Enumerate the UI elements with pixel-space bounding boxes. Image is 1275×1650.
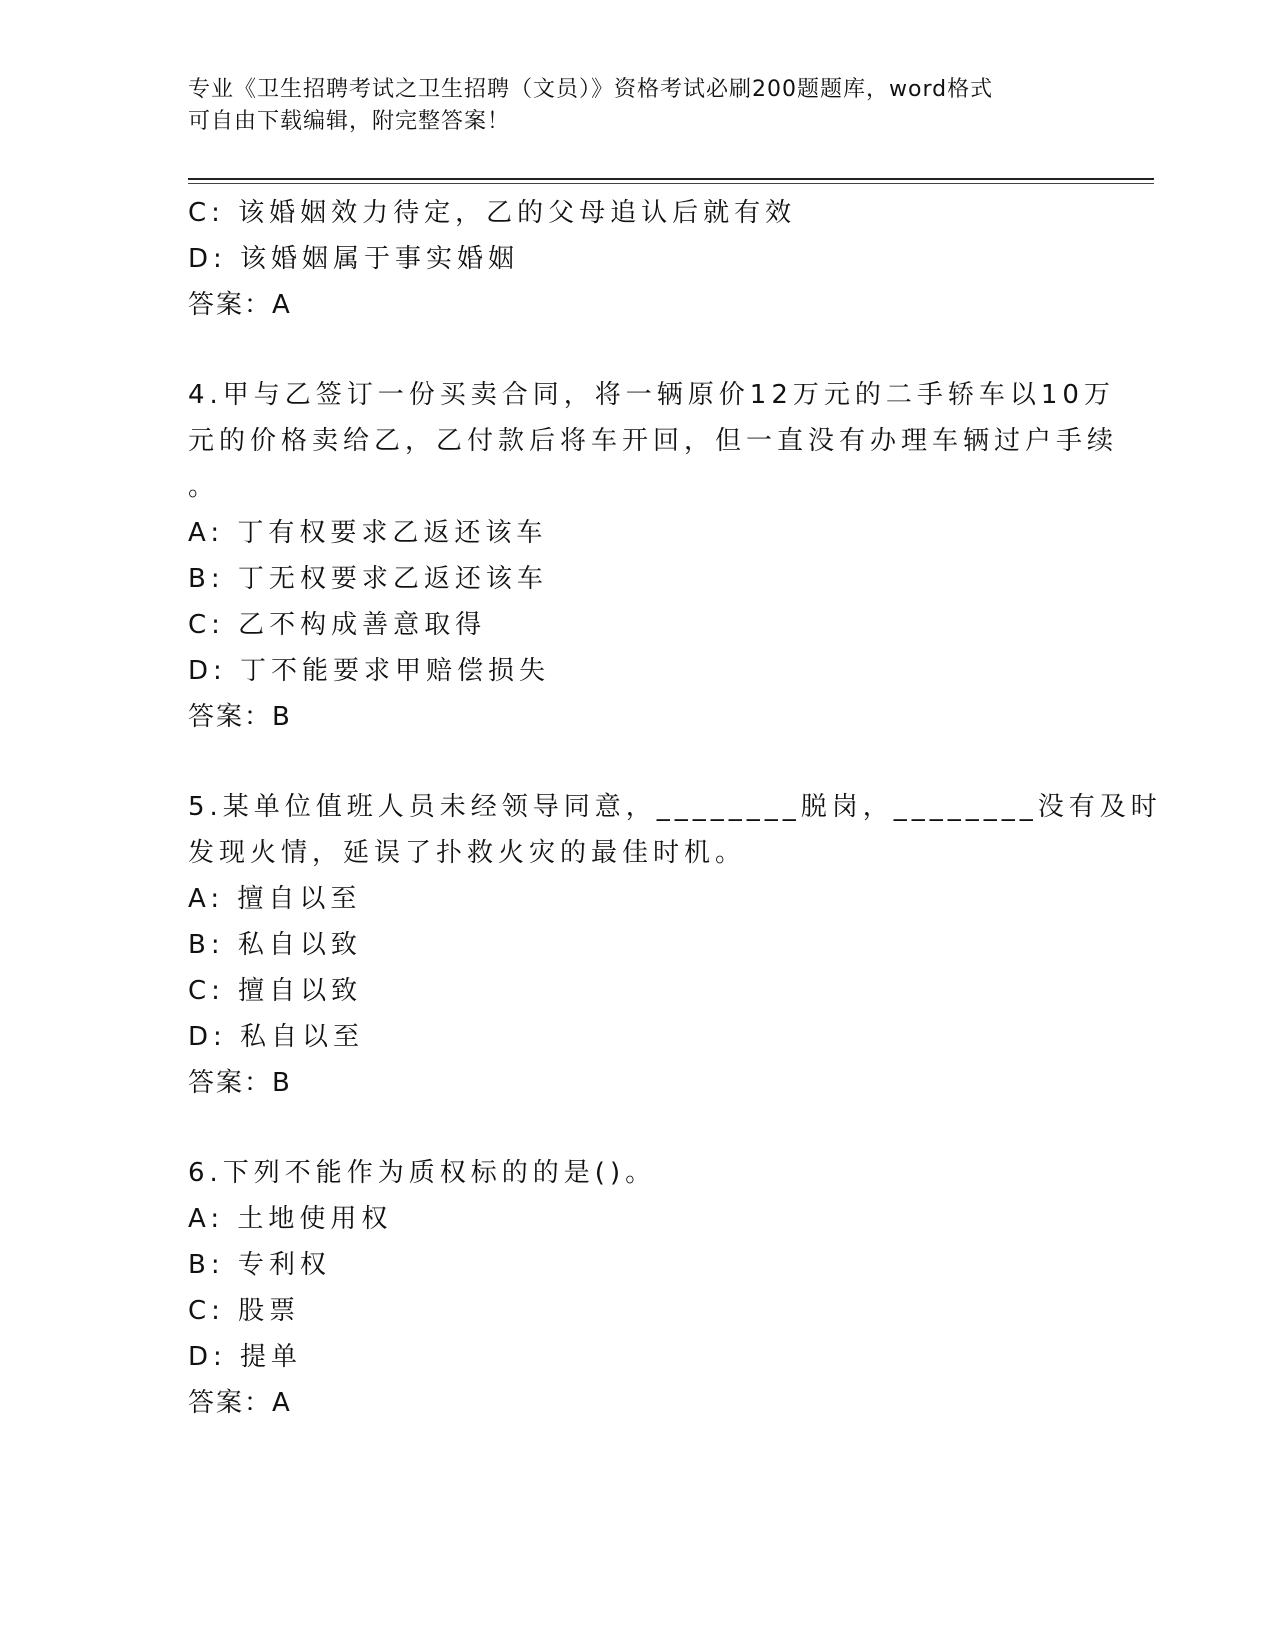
question-5-stem-line-1: 5.某单位值班人员未经领导同意，________脱岗，________没有及时 — [188, 792, 1162, 822]
question-6-option-c: C: 股票 — [188, 1296, 301, 1326]
question-5-option-b: B: 私自以致 — [188, 930, 362, 960]
question-5-stem-line-2: 发现火情，延误了扑救火灾的最佳时机。 — [188, 838, 747, 868]
question-4-stem-line-2: 元的价格卖给乙，乙付款后将车开回，但一直没有办理车辆过户手续 — [188, 426, 1119, 456]
header-divider-thick — [188, 178, 1154, 180]
question-6-stem-line-1: 6.下列不能作为质权标的的是()。 — [188, 1158, 657, 1188]
question-6-option-d: D: 提单 — [188, 1342, 303, 1372]
question-5-option-d: D: 私自以至 — [188, 1022, 365, 1052]
question-5-option-c: C: 擅自以致 — [188, 976, 363, 1006]
header-divider-thin — [188, 183, 1154, 184]
question-6 — [188, 1150, 1068, 1426]
question-4-stem-line-1: 4.甲与乙签订一份买卖合同，将一辆原价12万元的二手轿车以10万 — [188, 380, 1115, 410]
question-6-option-a: A: 土地使用权 — [188, 1204, 393, 1234]
question-5-answer: 答案：B — [188, 1068, 292, 1098]
spacer — [188, 1106, 1068, 1150]
header-line-2: 可自由下载编辑，附完整答案！ — [188, 109, 511, 134]
question-4-answer: 答案：B — [188, 702, 292, 732]
spacer — [188, 740, 1068, 784]
question-5-option-a: A: 擅自以至 — [188, 884, 362, 914]
header-line-1: 专业《卫生招聘考试之卫生招聘（文员）》资格考试必刷200题题库，word格式 — [188, 77, 994, 102]
question-3-option-c: C: 该婚姻效力待定，乙的父母追认后就有效 — [188, 198, 797, 228]
question-4 — [188, 372, 1119, 740]
question-3-option-d: D: 该婚姻属于事实婚姻 — [188, 244, 520, 274]
question-6-option-b: B: 专利权 — [188, 1250, 331, 1280]
question-4-stem-line-3: 。 — [188, 472, 220, 502]
question-content — [188, 190, 1162, 1426]
question-4-option-c: C: 乙不构成善意取得 — [188, 610, 487, 640]
document-header — [188, 74, 1068, 138]
question-5 — [188, 784, 1162, 1106]
question-4-option-a: A: 丁有权要求乙返还该车 — [188, 518, 548, 548]
question-6-answer: 答案：A — [188, 1388, 292, 1418]
question-3-answer: 答案：A — [188, 290, 292, 320]
question-4-option-b: B: 丁无权要求乙返还该车 — [188, 564, 548, 594]
spacer — [188, 328, 1068, 372]
question-3-tail — [188, 190, 1068, 328]
question-4-option-d: D: 丁不能要求甲赔偿损失 — [188, 656, 551, 686]
